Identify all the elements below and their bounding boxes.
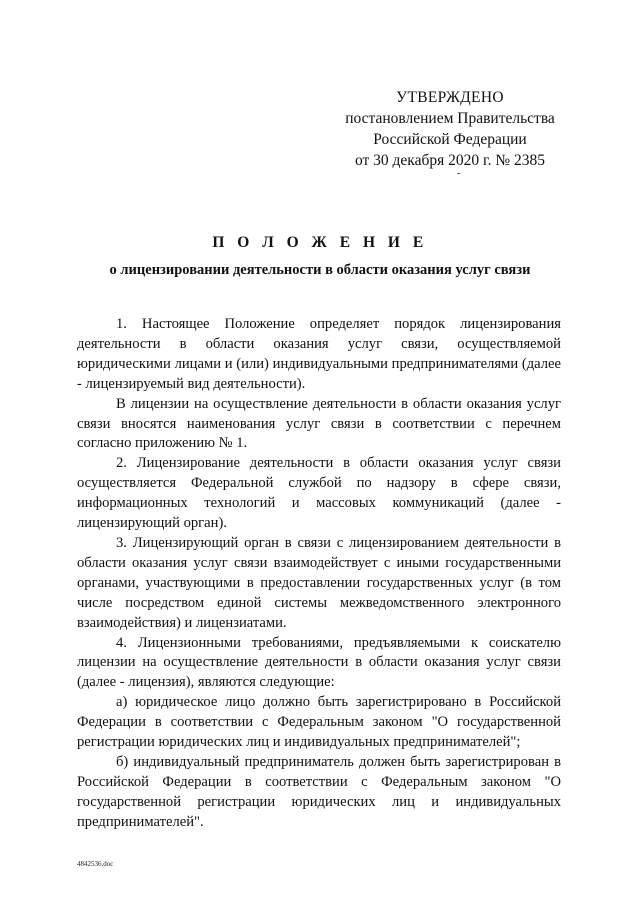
paragraph-4: 4. Лицензионными требованиями, предъявляемыми к соискателю лицензии на осуществление деятельности в области оказания услуг связи (далее - лицензия), являются следующие: [77, 634, 561, 691]
approval-stamp [330, 87, 570, 179]
approval-date-number: от 30 декабря 2020 г. № 2385 [354, 152, 546, 169]
approval-mark: - [457, 168, 461, 179]
document-title: П О Л О Ж Е Н И Е [212, 234, 428, 251]
paragraph-1-licence-content: В лицензии на осуществление деятельности в области оказания услуг связи вносятся наименования услуг связи в соответствии с перечнем согласно приложению № 1. [77, 395, 561, 452]
approval-heading: УТВЕРЖДЕНО [396, 89, 504, 106]
paragraph-4b: б) индивидуальный предприниматель должен быть зарегистрирован в Российской Федерации в соответствии с Федеральным законом "О государственной регистрации юридических лиц и индивидуальных предпринимателей". [77, 753, 561, 830]
paragraph-1: 1. Настоящее Положение определяет порядок лицензирования деятельности в области оказания услуг связи, осуществляемой юридическими лицами и (или) индивидуальными предпринимателями (далее - лицензируемый вид деятельности). [77, 316, 561, 392]
paragraph-2: 2. Лицензирование деятельности в области оказания услуг связи осуществляется Федеральной службой по надзору в сфере связи, информационных технологий и массовых коммуникаций (далее - лицензирующий орган). [77, 455, 561, 532]
approval-authority-line: Российской Федерации [373, 131, 527, 148]
document-subtitle: о лицензировании деятельности в области оказания услуг связи [109, 262, 531, 278]
approval-decree-line: постановлением Правительства [345, 110, 555, 127]
document-body [77, 315, 561, 833]
paragraph-3: 3. Лицензирующий орган в связи с лицензированием деятельности в области оказания услуг связи взаимодействует с иными государственными органами, участвующими в предоставлении государственных услуг (в том числе посредством единой системы межведомственного электронного взаимодействия) и лицензиатами. [77, 534, 561, 631]
paragraph-4a: а) юридическое лицо должно быть зарегистрировано в Российской Федерации в соответствии с Федеральным законом "О государственной регистрации юридических лиц и индивидуальных предпринимателей"; [77, 694, 561, 751]
file-name-footer: 4842536.doc [77, 860, 114, 868]
